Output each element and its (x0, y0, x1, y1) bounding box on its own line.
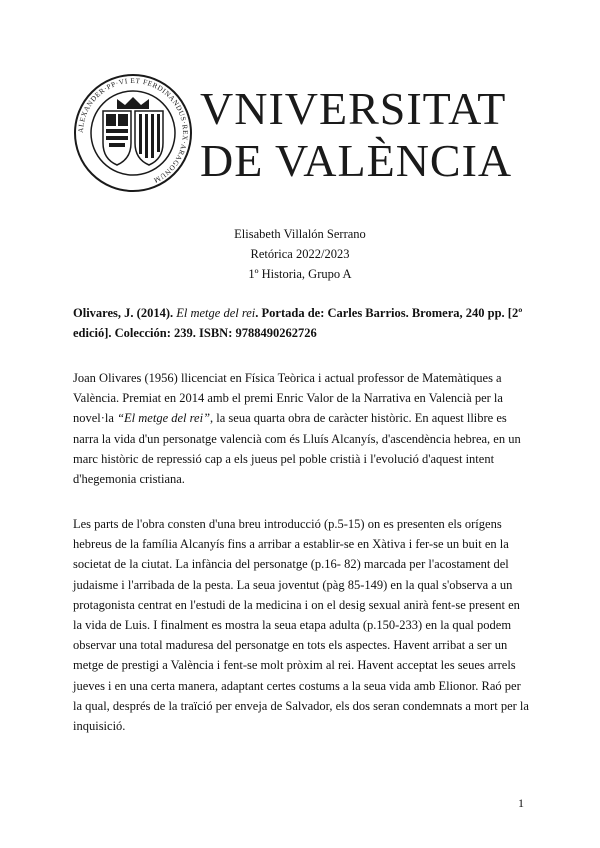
citation-title: El metge del rei (176, 306, 256, 320)
citation-lead: Olivares, J. (2014). (73, 306, 177, 320)
paragraph-intro-before: Joan Olivares (1956) llicenciat en Física Teòrica i actual professor de Matemàtiques a València. Premiat en 2014 amb el premi Enric Valor de la Narrativa en Valencià per la novel·la (73, 371, 503, 426)
group-name: 1º Historia, Grupo A (248, 267, 352, 281)
university-name (200, 84, 590, 186)
paragraph-structure: Les parts de l'obra consten d'una breu introducció (p.5-15) on es presenten els orígens hebreus de la família Alcanyís fins a arribar a establir-se en Xàtiva i fer-se un buit en la societat de la ciutat. La infància del personatge (p.16- 82) marcada per l'acostament del judaisme i l'arribada de la pesta. La seua joventut (pàg 85-149) en la qual s'observa a un protagonista centrat en l'estudi de la medicina i on el desig sexual anirà fent-se present en la vida de Luis. I finalment es mostra la seua etapa adulta (p.150-233) en la qual podem observar una total maduresa del personatge en tots els aspectes. Havent arribat a ser un metge de prestigi a València i fent-se molt pròxim al rei. Havent acceptat les seues arrels jueves i en una certa manera, adaptant certes costums a la seua vida amb Elionor. Raó per la qual, després de la traïció per enveja de Salvador, els dos seran condemnats a mort per la inquisició. (73, 517, 529, 734)
university-name-line1: VNIVERSITAT (200, 83, 507, 134)
paragraph-intro (73, 368, 529, 489)
course-name: Retórica 2022/2023 (250, 247, 350, 261)
university-seal-icon (73, 73, 193, 193)
bibliographic-citation (73, 303, 533, 343)
author-name: Elisabeth Villalón Serrano (234, 227, 366, 241)
university-name-line2: DE VALÈNCIA (200, 135, 513, 186)
citation-rest: . Portada de: Carles Barrios. Bromera, 240 pp. [2º edició]. Colección: 239. ISBN: 9788490262726 (73, 306, 523, 340)
svg-text:ALEXANDER·PP·VI ET FERDINANDUS: ALEXANDER·PP·VI ET FERDINANDUS·REX·ARAGONUM (76, 76, 190, 185)
page-number: 1 (518, 796, 524, 810)
paragraph-intro-title: “El metge del rei” (117, 411, 211, 426)
paragraph-intro-after: , la seua quarta obra de caràcter històric. En aquest llibre es narra la vida d'un personatge valencià com és Lluís Alcanyís, d'ascendència hebrea, en un marc històric de repressió cap a els jueus pel poble cristià i l'evolució d'aquest intent d'hegemonia cristiana. (73, 411, 521, 487)
author-block (0, 224, 600, 284)
